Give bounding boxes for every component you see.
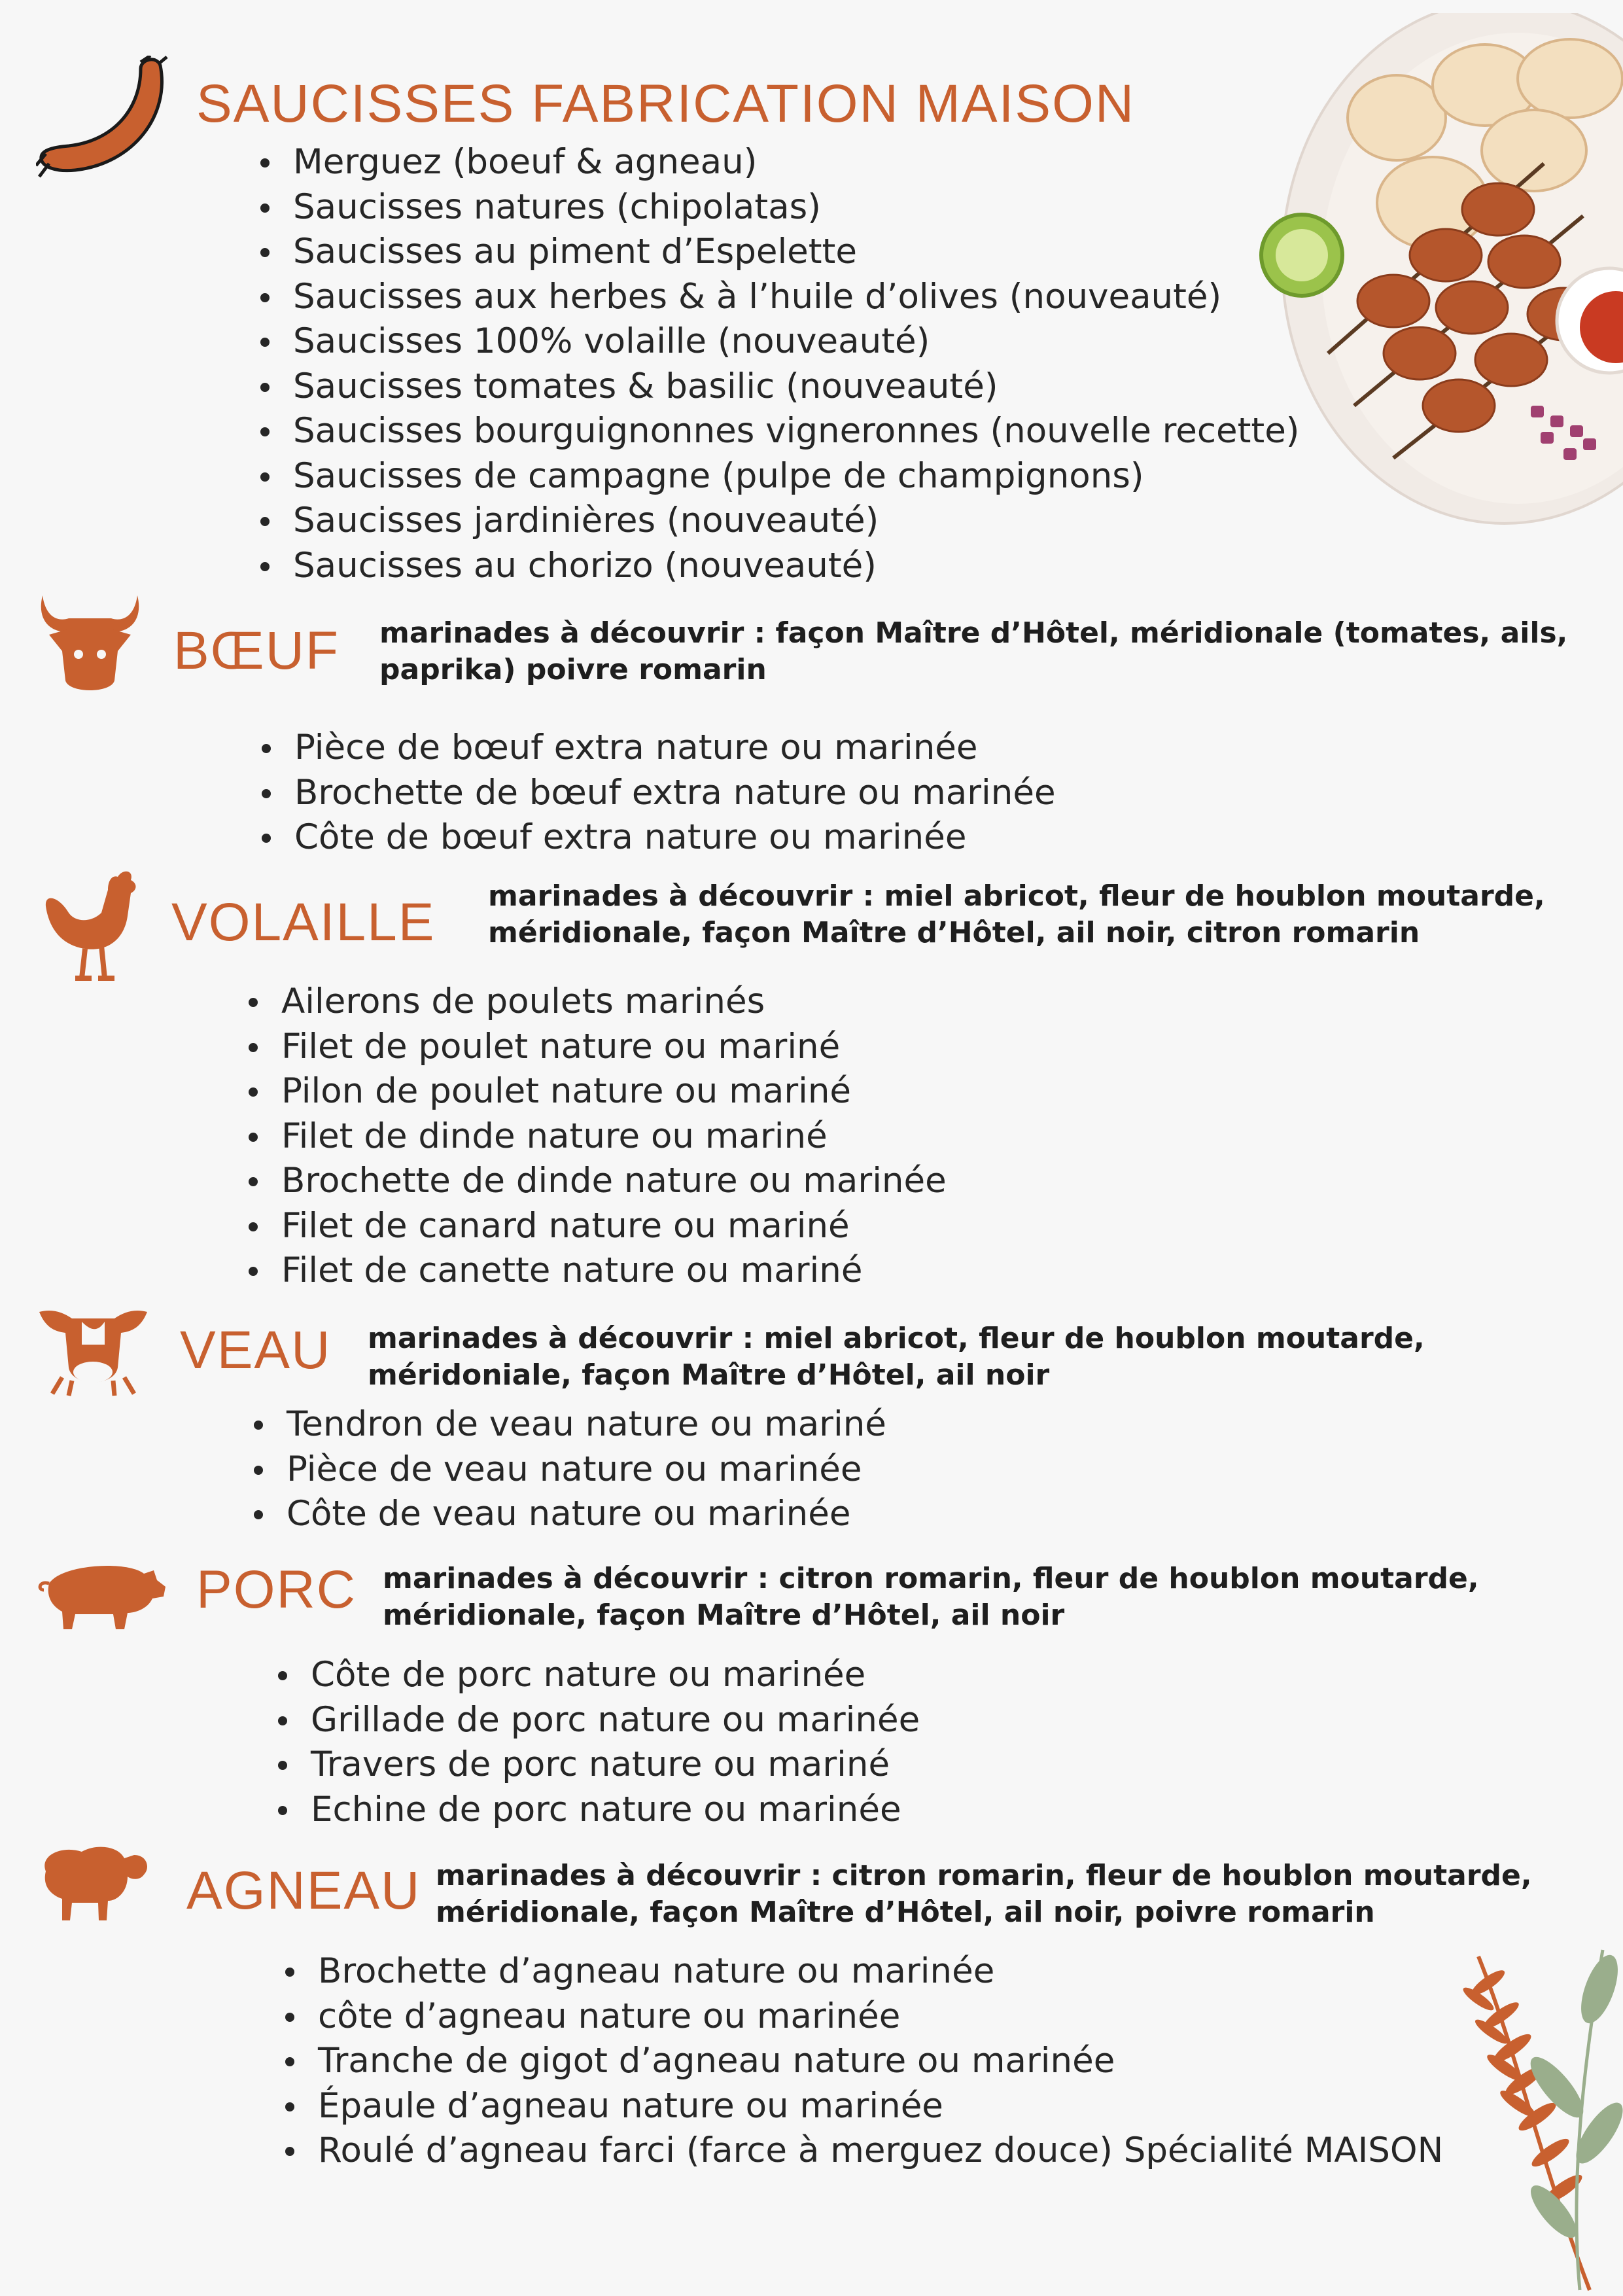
marinade-note: marinades à découvrir : miel abricot, fleur de houblon moutarde, méridoniale, façon Maître d’Hôtel, ail noir — [368, 1322, 1425, 1392]
list-item: Côte de veau nature ou marinée — [287, 1492, 886, 1537]
chicken-icon — [39, 867, 144, 985]
section-title: VOLAILLE — [171, 892, 436, 952]
list-item: côte d’agneau nature ou marinée — [318, 1994, 1443, 2040]
item-list — [293, 140, 1299, 588]
list-item: Saucisses bourguignonnes vigneronnes (nouvelle recette) — [293, 409, 1299, 454]
section-title: VEAU — [180, 1320, 332, 1380]
list-item: Côte de bœuf extra nature ou marinée — [294, 815, 1056, 860]
item-list — [294, 726, 1056, 860]
calf-head-icon — [36, 1292, 150, 1397]
list-item: Saucisses de campagne (pulpe de champignons) — [293, 454, 1299, 499]
section-title: PORC — [196, 1560, 357, 1619]
marinade-note: marinades à découvrir : façon Maître d’Hôtel, méridionale (tomates, ails, paprika) poivre romarin — [379, 616, 1568, 686]
list-item: Tendron de veau nature ou mariné — [287, 1402, 886, 1447]
list-item: Ailerons de poulets marinés — [281, 980, 947, 1025]
list-item: Épaule d’agneau nature ou marinée — [318, 2084, 1443, 2129]
list-item: Saucisses au chorizo (nouveauté) — [293, 544, 1299, 589]
list-item: Pilon de poulet nature ou mariné — [281, 1069, 947, 1114]
bull-head-icon — [36, 589, 144, 697]
section-title: AGNEAU — [186, 1861, 421, 1920]
list-item: Merguez (boeuf & agneau) — [293, 140, 1299, 185]
list-item: Brochette de dinde nature ou marinée — [281, 1159, 947, 1204]
list-item: Roulé d’agneau farci (farce à merguez douce) Spécialité MAISON — [318, 2128, 1443, 2174]
leaf-sprigs-illustration — [1439, 1937, 1623, 2296]
list-item: Filet de canette nature ou mariné — [281, 1248, 947, 1294]
list-item: Filet de canard nature ou mariné — [281, 1204, 947, 1249]
list-item: Filet de poulet nature ou mariné — [281, 1025, 947, 1070]
item-list — [287, 1402, 886, 1537]
marinade-note: marinades à découvrir : citron romarin, fleur de houblon moutarde, méridionale, façon Maître d’Hôtel, ail noir, poivre romarin — [436, 1859, 1532, 1929]
list-item: Filet de dinde nature ou mariné — [281, 1114, 947, 1159]
list-item: Travers de porc nature ou mariné — [311, 1742, 920, 1788]
list-item: Pièce de bœuf extra nature ou marinée — [294, 726, 1056, 771]
skewer-plate-illustration — [1243, 13, 1623, 537]
pig-icon — [36, 1554, 167, 1633]
section-title: SAUCISSES FABRICATION MAISON — [196, 74, 1136, 133]
sausage-icon — [36, 56, 173, 186]
list-item: Saucisses 100% volaille (nouveauté) — [293, 319, 1299, 364]
list-item: Saucisses jardinières (nouveauté) — [293, 499, 1299, 544]
list-item: Pièce de veau nature ou marinée — [287, 1447, 886, 1492]
list-item: Côte de porc nature ou marinée — [311, 1653, 920, 1698]
list-item: Tranche de gigot d’agneau nature ou marinée — [318, 2039, 1443, 2084]
list-item: Saucisses natures (chipolatas) — [293, 185, 1299, 230]
marinade-note: marinades à découvrir : citron romarin, fleur de houblon moutarde, méridionale, façon Maître d’Hôtel, ail noir — [383, 1562, 1479, 1632]
sheep-icon — [36, 1839, 150, 1924]
item-list — [311, 1653, 920, 1832]
section-title: BŒUF — [173, 621, 340, 680]
list-item: Grillade de porc nature ou marinée — [311, 1698, 920, 1743]
list-item: Saucisses tomates & basilic (nouveauté) — [293, 364, 1299, 410]
marinade-note: marinades à découvrir : miel abricot, fleur de houblon moutarde, méridionale, façon Maître d’Hôtel, ail noir, citron romarin — [488, 879, 1545, 949]
list-item: Brochette d’agneau nature ou marinée — [318, 1949, 1443, 1994]
list-item: Saucisses au piment d’Espelette — [293, 230, 1299, 275]
list-item: Brochette de bœuf extra nature ou marinée — [294, 771, 1056, 816]
item-list — [281, 980, 947, 1294]
list-item: Echine de porc nature ou marinée — [311, 1788, 920, 1833]
list-item: Saucisses aux herbes & à l’huile d’olives (nouveauté) — [293, 275, 1299, 320]
item-list — [318, 1949, 1443, 2174]
